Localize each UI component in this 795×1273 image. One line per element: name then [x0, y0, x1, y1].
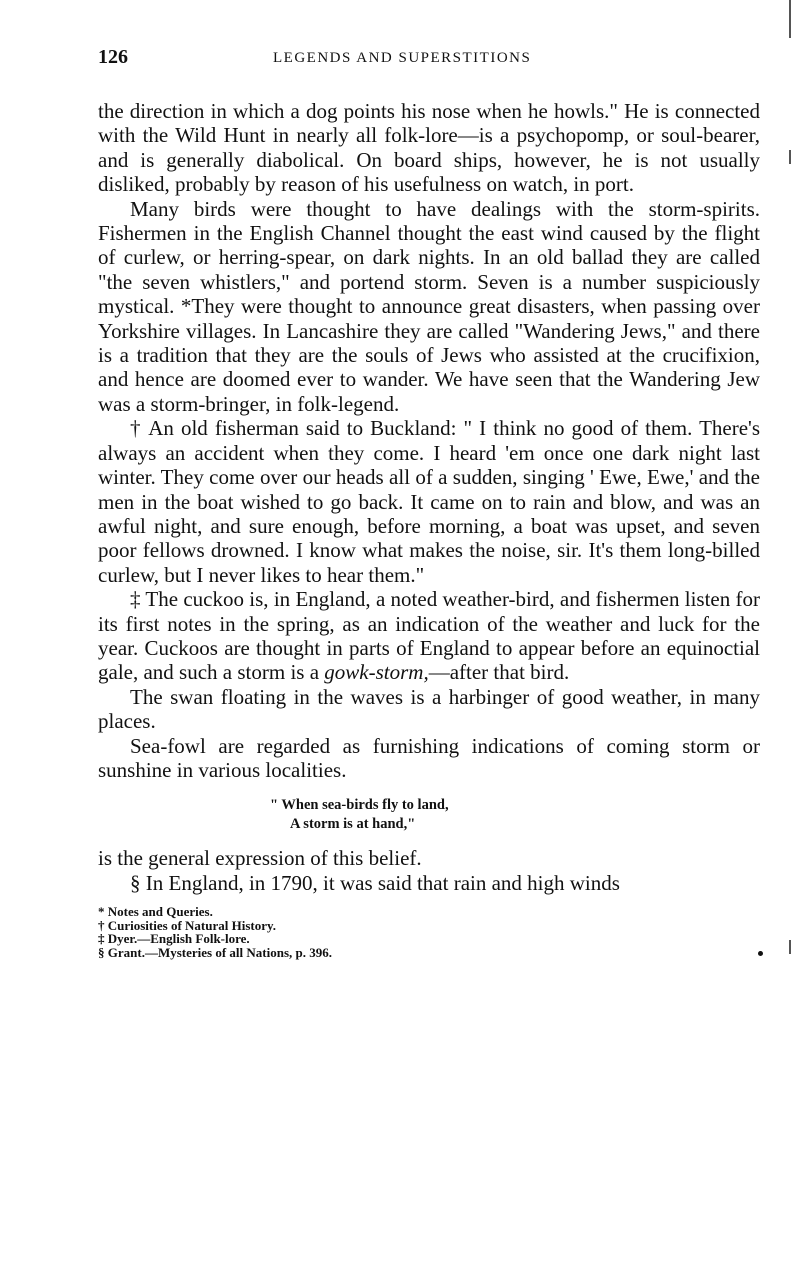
- paragraph-dog-howls: the direction in which a dog points his nose when he howls." He is connected with the Wild Hunt in nearly all folk-lore—is a psychopomp, or soul-bearer, and is generally diabolical. On board ships, however, he is not usually disliked, probably by reason of his usefulness on watch, in port.: [98, 99, 760, 197]
- page-edge-mark: [789, 150, 791, 164]
- verse-line-1: " When sea-birds fly to land,: [270, 797, 449, 814]
- footnote-1: * Notes and Queries.: [98, 904, 213, 920]
- footnote-4: [98, 946, 760, 960]
- cuckoo-text-end: —after that bird.: [428, 660, 570, 685]
- footnote-2: † Curiosities of Natural History.: [98, 917, 277, 933]
- body-text: [98, 99, 760, 959]
- page-number: 126: [98, 46, 128, 68]
- footnote-3: ‡ Dyer.—English Folk-lore.: [98, 931, 250, 947]
- paragraph-cuckoo: [98, 587, 760, 685]
- cuckoo-text: ‡ The cuckoo is, in England, a noted weather-bird, and fishermen listen for its first notes in the spring, as an indication of the weather and luck for the year. Cuckoos are thought in parts of England to appear before an equinoctial gale, and such a storm is a: [98, 587, 760, 685]
- verse-quote: [98, 796, 760, 834]
- running-head: [98, 46, 760, 76]
- footnote-4-text: § Grant.—Mysteries of all Nations, p. 396.: [98, 944, 332, 960]
- page-edge-mark: [789, 940, 791, 954]
- footnotes: [98, 905, 760, 959]
- page-edge-mark: [789, 0, 791, 38]
- running-title: LEGENDS AND SUPERSTITIONS: [273, 50, 532, 66]
- verse-line-2: A storm is at hand,": [290, 816, 416, 833]
- paragraph-england-1790: § In England, in 1790, it was said that rain and high winds: [130, 870, 620, 895]
- gowk-storm-term: gowk-storm,: [324, 660, 429, 685]
- ink-dot: [758, 951, 763, 956]
- paragraph-sea-fowl: Sea-fowl are regarded as furnishing indications of coming storm or sunshine in various localities.: [98, 733, 760, 782]
- paragraph-buckland-quote: † An old fisherman said to Buckland: " I think no good of them. There's always an accident when they come. I heard 'em once one dark night last winter. They come over our heads all of a sudden, singing ' Ewe, Ewe,' and the men in the boat wished to go back. It came on to rain and blow, and was an awful night, and sure enough, before morning, a boat was upset, and seven poor fellows drowned. I know what makes the noise, sir. It's them long-billed curlew, but I never likes to hear them.": [98, 416, 760, 587]
- paragraph-swan: The swan floating in the waves is a harbinger of good weather, in many places.: [98, 684, 760, 734]
- paragraph-storm-birds: Many birds were thought to have dealings with the storm-spirits. Fishermen in the English Channel thought the east wind caused by the flight of curlew, or herring-spear, on dark nights. In an old ballad they are called "the seven whistlers," and portend storm. Seven is a number suspiciously mystical. *They were thought to announce great disasters, when passing over Yorkshire villages. In Lancashire they are called "Wandering Jews," and there is a tradition that they are the souls of Jews who assisted at the crucifixion, and hence are doomed ever to wander. We have seen that the Wandering Jew was a storm-bringer, in folk-legend.: [98, 196, 760, 416]
- paragraph-general-expression: is the general expression of this belief.: [98, 846, 422, 871]
